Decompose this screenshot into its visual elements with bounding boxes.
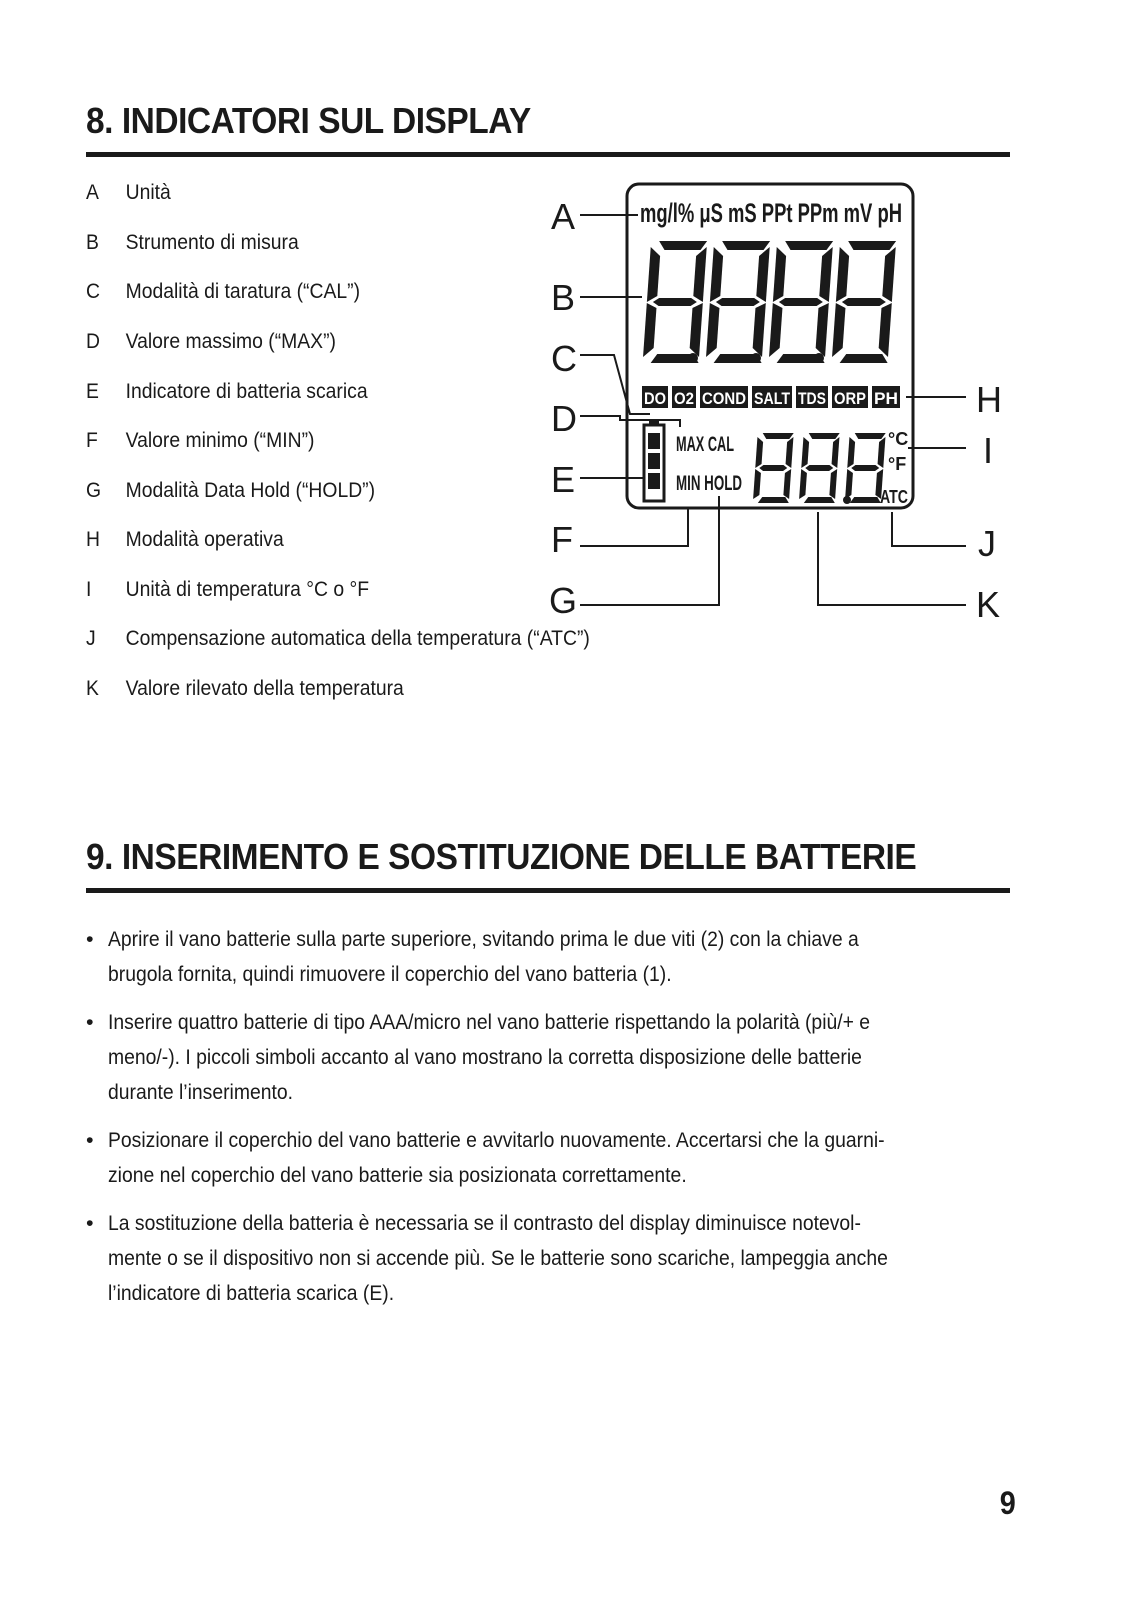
bullet-line: Aprire il vano batterie sulla parte superiore, svitando prima le due viti (2) con la chiave a (108, 927, 859, 951)
list-item (86, 1123, 1016, 1193)
legend-letter: F (86, 428, 98, 452)
legend-text: Modalità operativa (125, 527, 284, 551)
callout-C: C (551, 338, 577, 379)
bullet-symbol: • (86, 1010, 94, 1034)
temperature-digits (753, 433, 886, 503)
list-item (86, 922, 1016, 992)
bullet-symbol: • (86, 927, 94, 951)
callout-F: F (551, 519, 573, 560)
bullet-symbol: • (86, 1211, 94, 1235)
mode-label: TDS (798, 389, 826, 408)
legend-letter: D (86, 329, 100, 353)
atc-label: ATC (880, 487, 908, 507)
mode-label: O2 (674, 389, 694, 408)
callout-E: E (551, 459, 576, 500)
section-9-rule (86, 888, 1010, 893)
celsius-label: °C (888, 429, 909, 449)
legend-text: Modalità Data Hold (“HOLD”) (125, 478, 376, 502)
legend-letter: A (86, 180, 99, 204)
mode-label: PH (874, 389, 898, 408)
callout-letters (549, 196, 1002, 625)
bullet-line: l’indicatore di batteria scarica (E). (108, 1281, 395, 1305)
list-item (86, 1005, 1016, 1110)
list-item (86, 1206, 1016, 1311)
page-number: 9 (999, 1485, 1016, 1521)
decimal-point (814, 353, 824, 363)
legend-text: Compensazione automatica della temperatura (“ATC”) (125, 626, 590, 650)
mode-label: SALT (754, 389, 791, 408)
mode-label: ORP (834, 389, 866, 408)
callout-D: D (551, 398, 577, 439)
legend-letter: K (86, 676, 99, 700)
bullet-line: durante l’inserimento. (108, 1080, 294, 1104)
callout-I: I (983, 430, 994, 471)
bullet-line: brugola fornita, quindi rimuovere il coperchio del vano batteria (1). (108, 962, 672, 986)
callout-G: G (549, 580, 578, 621)
temp-digit (799, 433, 840, 503)
fahrenheit-label: °F (888, 454, 907, 474)
legend-text: Unità (125, 180, 171, 204)
legend-text: Modalità di taratura (“CAL”) (125, 279, 361, 303)
legend-letter: C (86, 279, 100, 303)
legend-text: Strumento di misura (125, 230, 299, 254)
main-digit (769, 241, 834, 363)
bullet-line: meno/-). I piccoli simboli accanto al vano mostrano la corretta disposizione delle batterie (108, 1045, 862, 1069)
max-cal-label: MAX CAL (676, 433, 735, 456)
callout-H: H (976, 379, 1002, 420)
callout-B: B (551, 277, 576, 318)
decimal-point (751, 353, 761, 363)
decimal-point (688, 353, 698, 363)
main-digit (832, 241, 897, 363)
legend-letter: I (86, 577, 92, 601)
section-8-title: 8. INDICATORI SUL DISPLAY (86, 100, 531, 141)
min-hold-label: MIN HOLD (676, 472, 742, 495)
callout-K: K (976, 584, 1001, 625)
legend-letter: G (86, 478, 102, 502)
bullet-line: mente o se il dispositivo non si accende più. Se le batterie sono scariche, lampeggia anche (108, 1246, 888, 1270)
mode-label: DO (644, 389, 666, 408)
bullet-line: La sostituzione della batteria è necessaria se il contrasto del display diminuisce notevol- (108, 1211, 861, 1235)
legend-text: Valore rilevato della temperatura (125, 676, 404, 700)
legend-letter: E (86, 379, 99, 403)
temp-digit (753, 433, 794, 503)
callout-leader-lines (580, 215, 966, 605)
bullet-symbol: • (86, 1128, 94, 1152)
temp-decimal-point (843, 496, 851, 504)
callout-J: J (978, 523, 996, 564)
battery-icon (644, 420, 664, 501)
legend-text: Valore minimo (“MIN”) (125, 428, 315, 452)
lcd-display-diagram (0, 0, 1136, 700)
legend-text: Indicatore di batteria scarica (125, 379, 368, 403)
legend-letter: B (86, 230, 99, 254)
main-digit (706, 241, 771, 363)
section-9-title: 9. INSERIMENTO E SOSTITUZIONE DELLE BATTERIE (86, 836, 917, 877)
bullet-line: Inserire quattro batterie di tipo AAA/micro nel vano batterie rispettando la polarità (più/+ e (108, 1010, 871, 1034)
legend-text: Valore massimo (“MAX”) (125, 329, 336, 353)
legend-letter: J (86, 626, 96, 650)
main-digits (643, 241, 897, 363)
callout-A: A (551, 196, 576, 237)
legend-letter: H (86, 527, 100, 551)
battery-instructions (86, 922, 1016, 1324)
mode-label: COND (702, 389, 746, 408)
main-digit (643, 241, 708, 363)
units-row: mg/l% μS mS PPt PPm mV pH (640, 198, 902, 228)
mode-row (642, 386, 900, 408)
bullet-line: zione nel coperchio del vano batterie sia posizionata correttamente. (108, 1163, 687, 1187)
bullet-line: Posizionare il coperchio del vano batterie e avvitarlo nuovamente. Accertarsi che la guarni- (108, 1128, 885, 1152)
legend-text: Unità di temperatura °C o °F (125, 577, 370, 601)
